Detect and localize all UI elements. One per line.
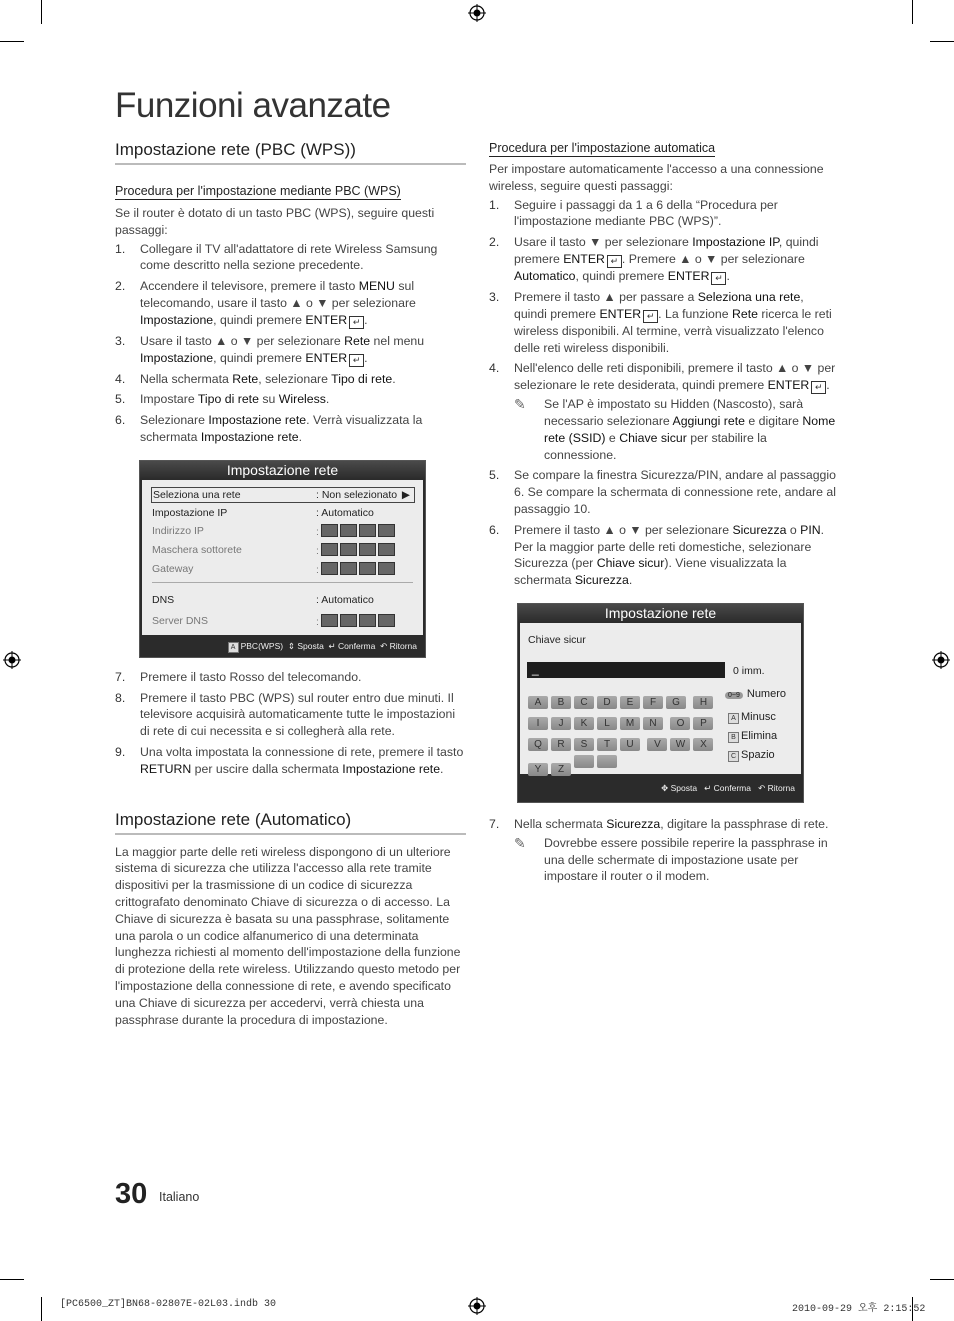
step-number: 3. [489, 289, 500, 304]
option-space[interactable]: C Spazio [728, 749, 775, 762]
onscreen-keyboard [528, 692, 723, 780]
list-item [489, 234, 837, 285]
key-button[interactable]: Y [528, 763, 548, 776]
move-arrows-icon: ✥ [661, 782, 669, 793]
security-key-label: Chiave sicur [528, 633, 586, 646]
key-button[interactable] [597, 755, 617, 768]
a-key-icon: A [728, 713, 739, 724]
enter-icon: ↵ [811, 381, 826, 394]
page-title: Funzioni avanzate [115, 86, 391, 125]
step-text: Selezionare Impostazione rete. Verrà visualizzata la schermata Impostazione rete. [140, 413, 423, 444]
key-button[interactable]: L [597, 717, 617, 730]
key-button[interactable]: H [693, 696, 713, 709]
step-text: Una volta impostata la connessione di rete, premere il tasto RETURN per uscire dalla schermata Impostazione rete. [140, 744, 464, 776]
step-number: 7. [489, 816, 500, 831]
list-item [115, 412, 466, 446]
option-lowercase[interactable]: A Minusc [728, 711, 776, 724]
auto-steps-list [489, 197, 837, 395]
enter-icon: ↵ [643, 310, 658, 323]
crop-mark [41, 1297, 42, 1321]
step-number: 9. [115, 744, 126, 759]
key-button[interactable]: Q [528, 738, 548, 751]
print-slug-right: 2010-09-29 오후 2:15:52 [792, 1304, 926, 1315]
list-item [489, 522, 837, 589]
pbc-steps-list-2 [115, 669, 466, 778]
step-number: 5. [489, 468, 500, 483]
registration-mark-icon [3, 651, 21, 669]
divider [152, 582, 413, 583]
key-button[interactable]: G [666, 696, 686, 709]
key-button[interactable]: K [574, 717, 594, 730]
crop-mark [930, 1279, 954, 1280]
key-button[interactable]: U [620, 738, 640, 751]
pbc-wps-label: PBC(WPS) [240, 640, 284, 651]
list-item [489, 360, 837, 394]
pencil-note-icon: ✎ [514, 834, 526, 851]
key-button[interactable]: C [574, 696, 594, 709]
option-number[interactable]: 0~9 Numero [725, 688, 786, 700]
step-number: 2. [115, 279, 126, 294]
step-number: 2. [489, 235, 500, 250]
row-ip-address: Indirizzo IP : [152, 524, 415, 538]
step-number: 1. [489, 197, 500, 212]
page-number: 30 [115, 1178, 148, 1210]
key-button[interactable]: P [693, 717, 713, 730]
intro-text: Se il router è dotato di un tasto PBC (WPS), seguire questi passaggi: [115, 206, 435, 237]
key-button[interactable]: O [670, 717, 690, 730]
auto-steps-list-3 [489, 816, 837, 833]
subheading-pbc-procedure: Procedura per l'impostazione mediante PBC (WPS) [115, 184, 401, 198]
intro-text: Per impostare automaticamente l'accesso a una connessione wireless, seguire questi passaggi: [489, 162, 824, 193]
enter-icon: ↵ [704, 782, 712, 793]
number-key-icon: 0~9 [725, 692, 743, 699]
section-heading-automatic: Impostazione rete (Automatico) [115, 806, 466, 835]
key-button[interactable]: V [647, 738, 667, 751]
key-button[interactable]: R [551, 738, 571, 751]
row-select-network[interactable]: Seleziona una rete : Non selezionato ▶ [151, 487, 415, 503]
step-number: 6. [115, 413, 126, 428]
right-column [489, 139, 837, 889]
pencil-note-icon: ✎ [514, 396, 526, 413]
list-item [115, 690, 466, 740]
confirm-label: Conferma [338, 640, 376, 651]
move-label: Sposta [670, 782, 698, 793]
enter-icon: ↵ [328, 640, 336, 651]
step-text: Impostare Tipo di rete su Wireless. [140, 392, 330, 407]
crop-mark [41, 0, 42, 24]
screen-title: Impostazione rete [518, 604, 803, 623]
crop-mark [912, 0, 913, 24]
step-text: Usare il tasto ▼ per selezionare Impostazione IP, quindi premere ENTER ↵ . Premere ▲ o ▼ per selezionare Automatico, quindi premere ENTER ↵ . [514, 235, 819, 283]
step-text: Accendere il televisore, premere il tasto MENU sul telecomando, usare il tasto ▲ o ▼ per selezionare Impostazione, quindi premere ENTER ↵ . [140, 279, 416, 327]
key-button[interactable] [574, 755, 594, 768]
key-button[interactable]: M [620, 717, 640, 730]
step-number: 4. [489, 361, 500, 376]
a-key-icon: A [228, 642, 239, 653]
key-button[interactable]: D [597, 696, 617, 709]
list-item [489, 197, 837, 231]
note-passphrase: ✎ Dovrebbe essere possibile reperire la passphrase in una delle schermate di impostazione usate per impostare il router o il modem. [514, 834, 828, 884]
row-gateway: Gateway : [152, 562, 415, 576]
c-key-icon: C [728, 751, 739, 762]
key-button[interactable]: W [670, 738, 690, 751]
return-icon: ↶ [380, 640, 388, 651]
b-key-icon: B [728, 732, 739, 743]
move-label: Sposta [297, 640, 324, 651]
network-setup-screen [139, 460, 426, 658]
char-count: 0 imm. [733, 664, 765, 677]
list-item [489, 816, 837, 833]
screen-footer [140, 635, 425, 657]
key-button[interactable]: A [528, 696, 548, 709]
step-text: Premere il tasto PBC (WPS) sul router entro due minuti. Il televisore acquisirà automaticamente tutte le impostazioni di rete di cui necessita e si collegherà alla rete. [140, 690, 456, 739]
step-number: 3. [115, 333, 126, 348]
list-item [489, 289, 837, 356]
step-text: Nell'elenco delle reti disponibili, premere il tasto ▲ o ▼ per selezionare le rete desiderata, quindi premere ENTER ↵ . [514, 361, 836, 393]
return-label: Ritorna [767, 782, 795, 793]
screen-body [520, 623, 801, 774]
option-delete[interactable]: B Elimina [728, 730, 777, 743]
updown-icon: ⇕ [287, 640, 295, 651]
list-item [115, 391, 466, 408]
registration-mark-icon [468, 4, 486, 22]
return-icon: ↶ [758, 782, 766, 793]
note-hidden-ap: ✎ Se l'AP è impostato su Hidden (Nascosto), sarà necessario selezionare Aggiungi rete e digitare Nome rete (SSID) e Chiave sicur per stabilire la connessione. [514, 396, 836, 462]
arrow-right-icon: ▶ [401, 488, 410, 501]
enter-icon: ↵ [607, 255, 622, 268]
key-button[interactable]: N [643, 717, 663, 730]
step-number: 1. [115, 241, 126, 256]
list-item [115, 333, 466, 367]
row-dns-server: Server DNS : [152, 614, 415, 628]
subheading-automatic-procedure: Procedura per l'impostazione automatica [489, 141, 716, 155]
step-text: Nella schermata Rete, selezionare Tipo di rete. [140, 371, 396, 386]
step-text: Usare il tasto ▲ o ▼ per selezionare Rete nel menu Impostazione, quindi premere ENTER ↵ . [140, 333, 425, 365]
key-button[interactable]: S [574, 738, 594, 751]
list-item [115, 241, 466, 275]
step-text: Seguire i passaggi da 1 a 6 della “Procedura per l'impostazione mediante PBC (WPS)”. [514, 197, 778, 229]
key-button[interactable]: B [551, 696, 571, 709]
key-button[interactable]: E [620, 696, 640, 709]
step-number: 6. [489, 522, 500, 537]
key-button[interactable]: X [693, 738, 713, 751]
pbc-steps-list [115, 241, 466, 446]
step-text: Premere il tasto ▲ per passare a Seleziona una rete, quindi premere ENTER ↵ . La funzione Rete ricerca le reti wireless disponibili. Al termine, verrà visualizzato l'elenco delle reti wireless disponibili. [514, 289, 832, 355]
step-number: 8. [115, 690, 126, 705]
enter-icon: ↵ [349, 354, 364, 367]
key-button[interactable]: Z [551, 763, 571, 776]
step-number: 5. [115, 392, 126, 407]
step-text: Se compare la finestra Sicurezza/PIN, andare al passaggio 6. Se compare la schermata di connessione rete, andare al passaggio 10. [514, 468, 836, 516]
language-label: Italiano [159, 1190, 200, 1204]
registration-mark-icon [468, 1297, 486, 1315]
step-text: Premere il tasto Rosso del telecomando. [140, 669, 362, 684]
enter-icon: ↵ [349, 316, 364, 329]
key-button[interactable]: T [597, 738, 617, 751]
enter-icon: ↵ [711, 272, 726, 285]
crop-mark [0, 1279, 24, 1280]
auto-steps-list-2 [489, 467, 837, 589]
crop-mark [0, 41, 24, 42]
key-button[interactable]: F [643, 696, 663, 709]
list-item [489, 467, 837, 517]
key-button[interactable]: J [551, 717, 571, 730]
step-text: Nella schermata Sicurezza, digitare la passphrase di rete. [514, 816, 829, 831]
section-heading-pbc: Impostazione rete (PBC (WPS)) [115, 136, 466, 165]
list-item [115, 744, 466, 778]
key-button[interactable]: I [528, 717, 548, 730]
screen-body [142, 480, 423, 635]
step-number: 4. [115, 371, 126, 386]
list-item [115, 278, 466, 329]
step-text: Collegare il TV all'adattatore di rete Wireless Samsung come descritto nella sezione precedente. [140, 241, 438, 273]
step-text: Premere il tasto ▲ o ▼ per selezionare Sicurezza o PIN. Per la maggior parte delle reti domestiche, selezionare Sicurezza (per Chiave sicur). Viene visualizzata la schermata Sicurezza. [514, 522, 825, 588]
security-key-screen [517, 603, 804, 803]
registration-mark-icon [932, 651, 950, 669]
confirm-label: Conferma [713, 782, 751, 793]
list-item [115, 669, 466, 686]
screen-title: Impostazione rete [140, 461, 425, 480]
row-dns[interactable]: DNS : Automatico [152, 593, 374, 606]
body-text: La maggior parte delle reti wireless dispongono di un ulteriore sistema di sicurezza che utilizza l'accesso alla rete tramite dispositivi per la trasmissione di un codice di sicurezza crittografato denominato Chiave di sicurezza o di accesso. La Chiave di sicurezza è basata su una passphrase, solitamente una parola o un codice alfanumerico di una determinata lunghezza richiesti al momento dell'impostazione della funzione di protezione della rete wireless. Utilizzando questo metodo per l'impostazione della connessione di rete, e avendo specificato una Chiave di sicurezza per accedervi, verrà chiesta una passphrase durante la procedura di impostazione. [115, 844, 461, 1027]
row-subnet-mask: Maschera sottorete : [152, 543, 415, 557]
return-label: Ritorna [389, 640, 417, 651]
crop-mark [930, 41, 954, 42]
row-ip-setup[interactable]: Impostazione IP : Automatico [152, 506, 374, 519]
step-number: 7. [115, 669, 126, 684]
left-column [115, 136, 466, 1028]
print-slug-left: [PC6500_ZT]BN68-02807E-02L03.indb 30 [60, 1299, 277, 1310]
list-item [115, 371, 466, 388]
passphrase-input[interactable]: _ [527, 662, 725, 678]
